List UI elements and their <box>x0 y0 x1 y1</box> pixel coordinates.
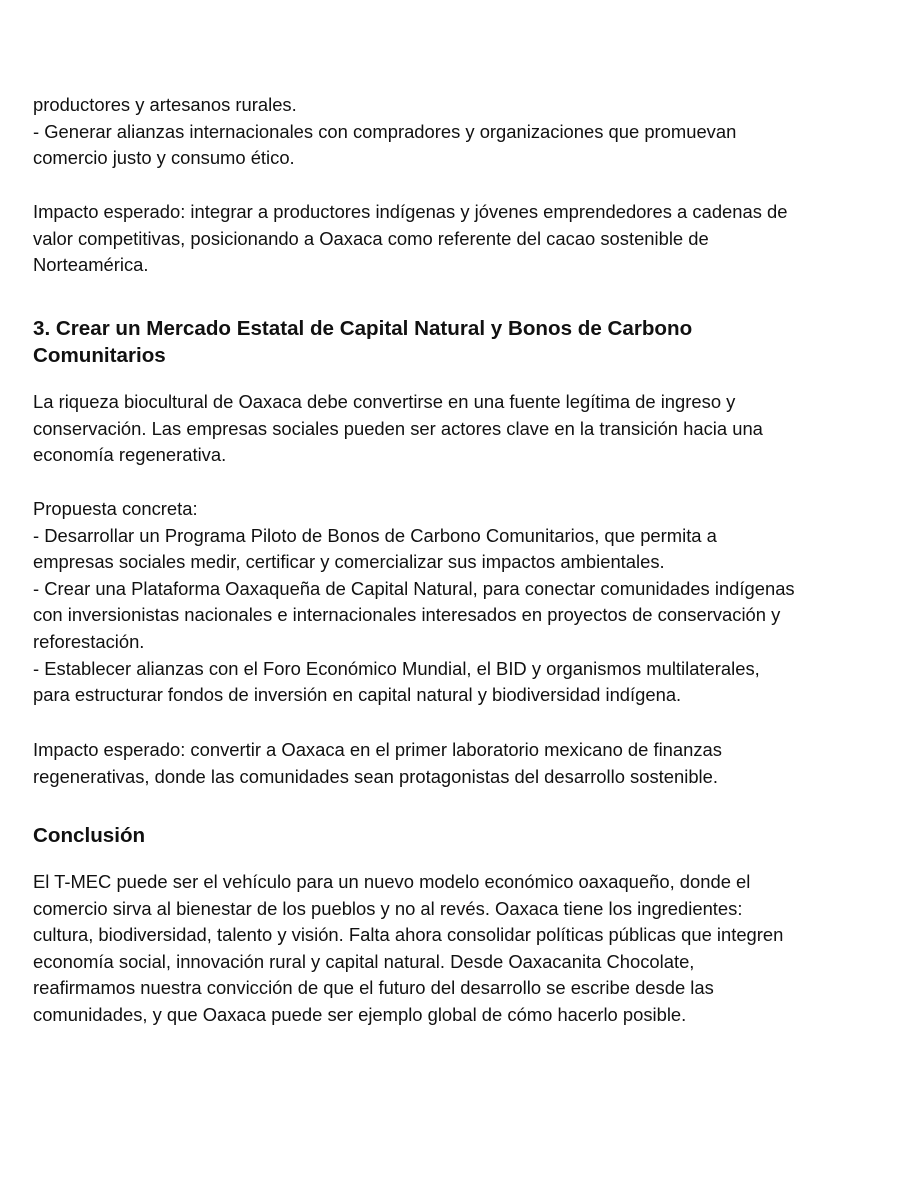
conclusion-paragraph <box>33 869 783 1029</box>
text-line: - Generar alianzas internacionales con compradores y organizaciones que promuevan <box>33 120 737 142</box>
text-line: - Establecer alianzas con el Foro Económico Mundial, el BID y organismos multilaterales, <box>33 657 760 679</box>
impact-paragraph-2 <box>33 737 722 790</box>
text-line: comunidades, y que Oaxaca puede ser ejemplo global de cómo hacerlo posible. <box>33 1003 687 1025</box>
text-line: reafirmamos nuestra convicción de que el futuro del desarrollo se escribe desde las <box>33 977 714 999</box>
text-line: La riqueza biocultural de Oaxaca debe convertirse en una fuente legítima de ingreso y <box>33 391 736 412</box>
text-line: valor competitivas, posicionando a Oaxaca como referente del cacao sostenible de <box>33 227 709 249</box>
text-line: para estructurar fondos de inversión en capital natural y biodiversidad indígena. <box>33 684 682 706</box>
text-line: reforestación. <box>33 630 145 652</box>
text-line: economía regenerativa. <box>33 444 227 466</box>
text-line: con inversionistas nacionales e internacionales interesados en proyectos de conservación y <box>33 604 781 626</box>
text-line: comercio justo y consumo ético. <box>33 147 295 169</box>
text-line: Impacto esperado: convertir a Oaxaca en el primer laboratorio mexicano de finanzas <box>33 739 722 760</box>
text-line: Impacto esperado: integrar a productores indígenas y jóvenes emprendedores a cadenas de <box>33 201 788 222</box>
section-3-intro <box>33 389 763 469</box>
text-line: Propuesta concreta: <box>33 498 198 519</box>
text-line: economía social, innovación rural y capital natural. Desde Oaxacanita Chocolate, <box>33 950 695 972</box>
section-3-heading <box>33 316 692 369</box>
text-line: Norteamérica. <box>33 254 149 276</box>
heading-line: Conclusión <box>33 824 146 847</box>
text-line: - Desarrollar un Programa Piloto de Bonos de Carbono Comunitarios, que permita a <box>33 524 717 546</box>
text-line: regenerativas, donde las comunidades sean protagonistas del desarrollo sostenible. <box>33 765 718 787</box>
text-line: - Crear una Plataforma Oaxaqueña de Capital Natural, para conectar comunidades indígenas <box>33 577 795 599</box>
heading-line: 3. Crear un Mercado Estatal de Capital Natural y Bonos de Carbono <box>33 317 693 340</box>
text-line: conservación. Las empresas sociales pueden ser actores clave en la transición hacia una <box>33 417 763 439</box>
proposal-list <box>33 496 795 709</box>
heading-line: Comunitarios <box>33 343 166 367</box>
text-line: cultura, biodiversidad, talento y visión. Falta ahora consolidar políticas públicas que integren <box>33 924 784 946</box>
impact-paragraph-1 <box>33 199 788 279</box>
list-continuation <box>33 92 736 172</box>
text-line: productores y artesanos rurales. <box>33 94 297 115</box>
text-line: El T-MEC puede ser el vehículo para un nuevo modelo económico oaxaqueño, donde el <box>33 871 751 892</box>
text-line: comercio sirva al bienestar de los pueblos y no al revés. Oaxaca tiene los ingredientes: <box>33 897 743 919</box>
conclusion-heading <box>33 823 145 850</box>
text-line: empresas sociales medir, certificar y comercializar sus impactos ambientales. <box>33 551 665 573</box>
